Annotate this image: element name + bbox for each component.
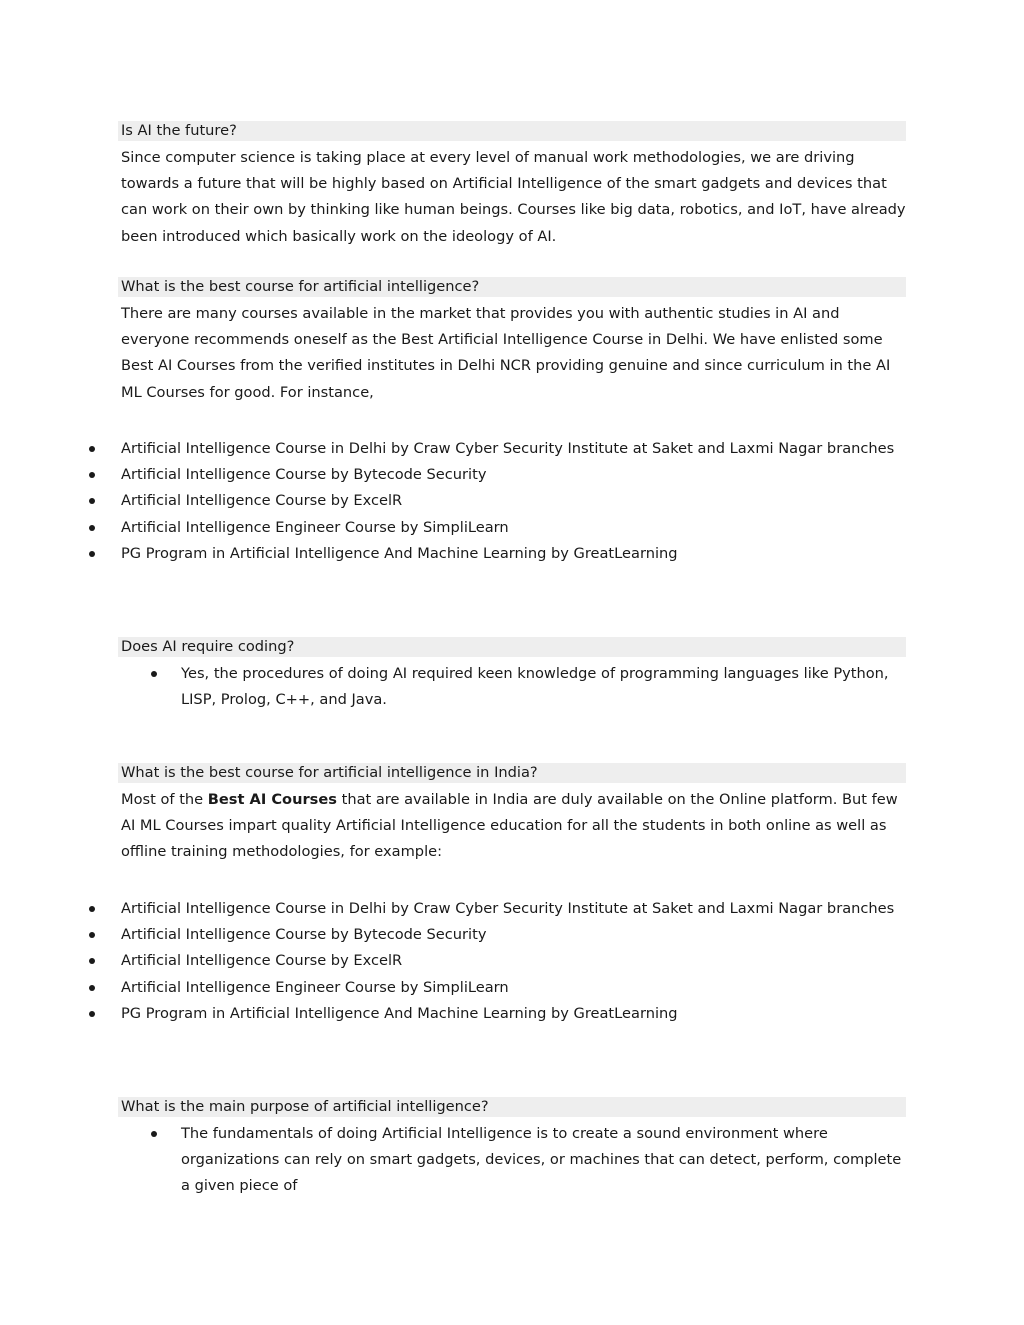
question-heading: Is AI the future? [118,121,906,141]
list-item: Artificial Intelligence Course in Delhi by Craw Cyber Security Institute at Saket and Laxmi Nagar branches [0,896,1024,922]
list-item: Yes, the procedures of doing AI required keen knowledge of programming languages like Python, LISP, Prolog, C++, and Java. [0,661,906,713]
list-item: Artificial Intelligence Course by Bytecode Security [0,922,1024,948]
bullet-icon [89,525,95,531]
bullet-icon [89,551,95,557]
list-item: Artificial Intelligence Course by ExcelR [0,488,1024,514]
answer-paragraph: Most of the Best AI Courses that are available in India are duly available on the Online platform. But few AI ML Courses impart quality Artificial Intelligence education for all the students in both online as well as offline training methodologies, for example: [121,791,898,861]
course-list [0,436,1024,567]
bullet-icon [89,932,95,938]
bullet-icon [89,985,95,991]
bullet-icon [89,472,95,478]
list-item: Artificial Intelligence Course by Bytecode Security [0,462,1024,488]
list-item: PG Program in Artificial Intelligence And Machine Learning by GreatLearning [0,541,1024,567]
list-item: Artificial Intelligence Engineer Course by SimpliLearn [0,515,1024,541]
question-heading: What is the best course for artificial intelligence in India? [118,763,906,783]
bullet-icon [151,671,157,677]
answer-bullets [0,1121,1024,1200]
answer-bullets [0,661,1024,713]
bold-link-text: Best AI Courses [207,791,337,808]
bullet-icon [89,1011,95,1017]
list-item: PG Program in Artificial Intelligence And Machine Learning by GreatLearning [0,1001,1024,1027]
question-heading: Does AI require coding? [118,637,906,657]
answer-paragraph: Since computer science is taking place at every level of manual work methodologies, we are driving towards a future that will be highly based on Artificial Intelligence of the smart gadgets and devices that can work on their own by thinking like human beings. Courses like big data, robotics, and IoT, have already been introduced which basically work on the ideology of AI. [121,149,906,245]
course-list [0,896,1024,1027]
list-item: Artificial Intelligence Course in Delhi by Craw Cyber Security Institute at Saket and Laxmi Nagar branches [0,436,1024,462]
list-item: Artificial Intelligence Engineer Course by SimpliLearn [0,975,1024,1001]
bullet-icon [89,446,95,452]
list-item: The fundamentals of doing Artificial Intelligence is to create a sound environment where organizations can rely on smart gadgets, devices, or machines that can detect, perform, complete a given piece of [0,1121,906,1200]
bullet-icon [89,498,95,504]
question-heading: What is the best course for artificial intelligence? [118,277,906,297]
question-heading: What is the main purpose of artificial intelligence? [118,1097,906,1117]
bullet-icon [89,906,95,912]
bullet-icon [89,958,95,964]
bullet-icon [151,1131,157,1137]
answer-paragraph: There are many courses available in the market that provides you with authentic studies in AI and everyone recommends oneself as the Best Artificial Intelligence Course in Delhi. We have enlisted some Best AI Courses from the verified institutes in Delhi NCR providing genuine and since curriculum in the AI ML Courses for good. For instance, [121,305,891,401]
list-item: Artificial Intelligence Course by ExcelR [0,948,1024,974]
